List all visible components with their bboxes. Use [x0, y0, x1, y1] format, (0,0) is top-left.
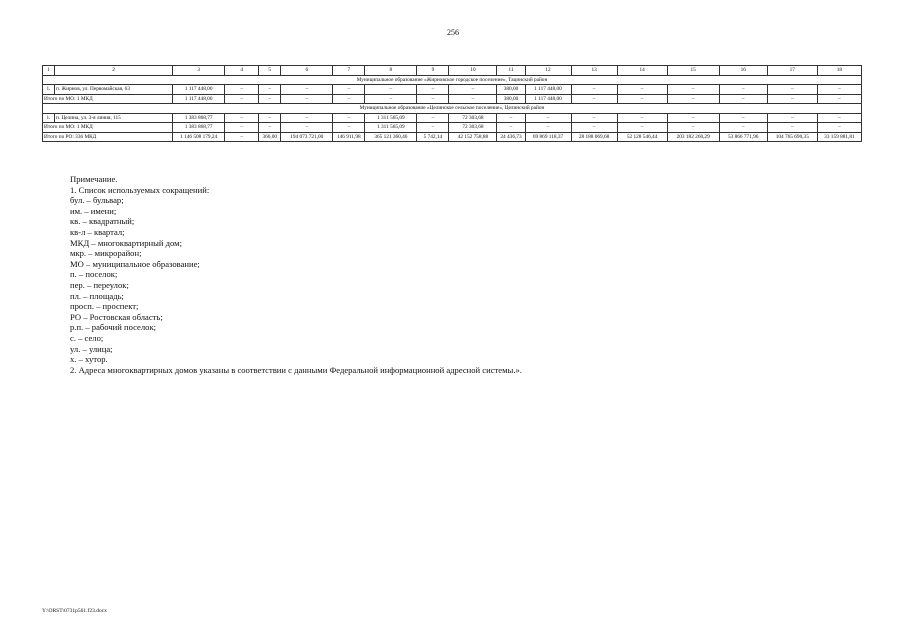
column-number: 7	[333, 66, 365, 76]
table-cell: 1.	[43, 85, 55, 95]
table-cell: –	[767, 123, 817, 133]
table-cell: 24 436,73	[497, 132, 525, 142]
file-path-footer: Y:\ORST\0731p561.f23.docx	[42, 608, 107, 614]
table-cell: –	[497, 123, 525, 133]
column-number: 8	[365, 66, 417, 76]
table-cell: 33 159 881,81	[817, 132, 861, 142]
column-number: 11	[497, 66, 525, 76]
column-number: 1	[43, 66, 55, 76]
table-cell: –	[365, 94, 417, 104]
page-number: 256	[447, 28, 459, 37]
table-header-row	[43, 66, 862, 76]
table-cell: –	[225, 94, 259, 104]
table-cell: 72 303,68	[449, 123, 497, 133]
table-cell: –	[817, 113, 861, 123]
table-cell: –	[767, 94, 817, 104]
table-cell: 380,00	[497, 94, 525, 104]
table-cell: –	[667, 94, 719, 104]
table-cell: –	[333, 113, 365, 123]
column-number: 17	[767, 66, 817, 76]
total-label: Итого по МО: 1 МКД	[43, 123, 173, 133]
table-cell: 69 869 118,37	[525, 132, 571, 142]
note-line: ул. – улица;	[70, 343, 113, 354]
table-cell: 380,00	[497, 85, 525, 95]
column-number: 13	[571, 66, 617, 76]
table-cell: –	[667, 113, 719, 123]
table-cell: –	[259, 94, 281, 104]
column-number: 15	[667, 66, 719, 76]
total-label: Итого по МО: 1 МКД	[43, 94, 173, 104]
column-number: 3	[173, 66, 225, 76]
table-cell: –	[225, 132, 259, 142]
total-label: Итого по РО: 336 МКД	[43, 132, 173, 142]
table-cell: –	[417, 94, 449, 104]
note-line: р.п. – рабочий поселок;	[70, 322, 157, 333]
table-cell: –	[719, 123, 767, 133]
table-cell: 52 128 546,44	[617, 132, 667, 142]
table-cell: 365 121 360,46	[365, 132, 417, 142]
note-line: бул. – бульвар;	[70, 195, 124, 206]
table-cell: –	[767, 85, 817, 95]
table-cell: 1 117 448,00	[525, 94, 571, 104]
note-line: кв. – квадратный;	[70, 216, 135, 227]
table-cell: 203 182 260,29	[667, 132, 719, 142]
table-cell: 53 866 771,96	[719, 132, 767, 142]
table-cell: 28 188 069,68	[571, 132, 617, 142]
table-cell: 1 146 508 179,24	[173, 132, 225, 142]
address-cell: п. Целина, ул. 3-я линия, 115	[55, 113, 173, 123]
table-cell: 104 765 690,35	[767, 132, 817, 142]
note-line: пл. – площадь;	[70, 290, 124, 301]
column-number: 4	[225, 66, 259, 76]
note-line: МКД – многоквартирный дом;	[70, 237, 182, 248]
table-cell: 1 383 868,77	[173, 123, 225, 133]
table-cell: –	[225, 123, 259, 133]
section-row	[43, 75, 862, 85]
table-cell: –	[719, 85, 767, 95]
table-cell: –	[259, 85, 281, 95]
table-cell: –	[281, 94, 333, 104]
note-line: с. – село;	[70, 332, 104, 343]
table-cell: –	[259, 123, 281, 133]
table-cell: –	[817, 85, 861, 95]
table-cell: –	[719, 94, 767, 104]
table-cell: –	[767, 113, 817, 123]
column-number: 2	[55, 66, 173, 76]
note-line: 2. Адреса многоквартирных домов указаны в соответствии с данными Федеральной информационной адресной системы.».	[70, 364, 522, 375]
table-cell: –	[571, 113, 617, 123]
note-line: пер. – переулок;	[70, 279, 129, 290]
table-cell: 1 383 868,77	[173, 113, 225, 123]
note-line: п. – поселок;	[70, 269, 118, 280]
table-cell: –	[667, 85, 719, 95]
table-row	[43, 85, 862, 95]
table-cell: 42 152 758,88	[449, 132, 497, 142]
column-number: 10	[449, 66, 497, 76]
table-cell: –	[225, 85, 259, 95]
table-cell: 366,00	[259, 132, 281, 142]
note-line: 1. Список используемых сокращений:	[70, 184, 210, 195]
column-number: 14	[617, 66, 667, 76]
column-number: 16	[719, 66, 767, 76]
note-line: им. – имени;	[70, 205, 117, 216]
table-cell: 5 742,14	[417, 132, 449, 142]
table-cell: –	[417, 113, 449, 123]
table-cell: –	[617, 113, 667, 123]
table-cell: –	[333, 123, 365, 133]
table-cell: –	[571, 94, 617, 104]
table-cell: 1 117 448,00	[525, 85, 571, 95]
table-cell: –	[525, 113, 571, 123]
notes	[70, 174, 522, 375]
table-cell: 194 073 721,00	[281, 132, 333, 142]
notes-heading: Примечание.	[70, 174, 118, 184]
table-cell: –	[817, 123, 861, 133]
table-cell: 72 303,68	[449, 113, 497, 123]
total-row	[43, 132, 862, 142]
table-cell: –	[617, 85, 667, 95]
table-cell: –	[333, 85, 365, 95]
table-cell: –	[617, 123, 667, 133]
table-cell: 1.	[43, 113, 55, 123]
table-cell: –	[571, 85, 617, 95]
note-line: мкр. – микрорайон;	[70, 248, 142, 259]
table-cell: –	[281, 85, 333, 95]
table-cell: –	[617, 94, 667, 104]
table-row	[43, 113, 862, 123]
table-cell: 1 311 565,09	[365, 113, 417, 123]
table-cell: 1 311 565,09	[365, 123, 417, 133]
table-cell: –	[333, 94, 365, 104]
section-row	[43, 104, 862, 114]
data-table	[42, 65, 862, 142]
column-number: 6	[281, 66, 333, 76]
table-cell: –	[667, 123, 719, 133]
table-cell: –	[259, 113, 281, 123]
table-cell: –	[449, 85, 497, 95]
table-cell: 146 911,98	[333, 132, 365, 142]
table-cell: –	[497, 113, 525, 123]
address-cell: п. Жирнов, ул. Первомайская, 63	[55, 85, 173, 95]
table-cell: 1 117 448,00	[173, 94, 225, 104]
column-number: 12	[525, 66, 571, 76]
table-cell: –	[281, 113, 333, 123]
table-cell: –	[571, 123, 617, 133]
table-cell: –	[449, 94, 497, 104]
column-number: 5	[259, 66, 281, 76]
note-line: просп. – проспект;	[70, 301, 139, 312]
note-line: РО – Ростовская область;	[70, 311, 163, 322]
total-row	[43, 123, 862, 133]
column-number: 18	[817, 66, 861, 76]
table-cell: –	[525, 123, 571, 133]
table-cell: –	[719, 113, 767, 123]
table-cell: –	[817, 94, 861, 104]
total-row	[43, 94, 862, 104]
note-line: МО – муниципальное образование;	[70, 258, 200, 269]
table-cell: –	[281, 123, 333, 133]
column-number: 9	[417, 66, 449, 76]
section-title: Муниципальное образование «Целинское сельское поселение», Целинский район	[43, 104, 862, 114]
table-cell: –	[417, 85, 449, 95]
note-line: кв-л – квартал;	[70, 226, 125, 237]
section-title: Муниципальное образование «Жирновское городское поселение», Тацинский район	[43, 75, 862, 85]
table-cell: 1 117 448,00	[173, 85, 225, 95]
note-line: х. – хутор.	[70, 354, 108, 365]
table-cell: –	[365, 85, 417, 95]
table-cell: –	[225, 113, 259, 123]
table-cell: –	[417, 123, 449, 133]
